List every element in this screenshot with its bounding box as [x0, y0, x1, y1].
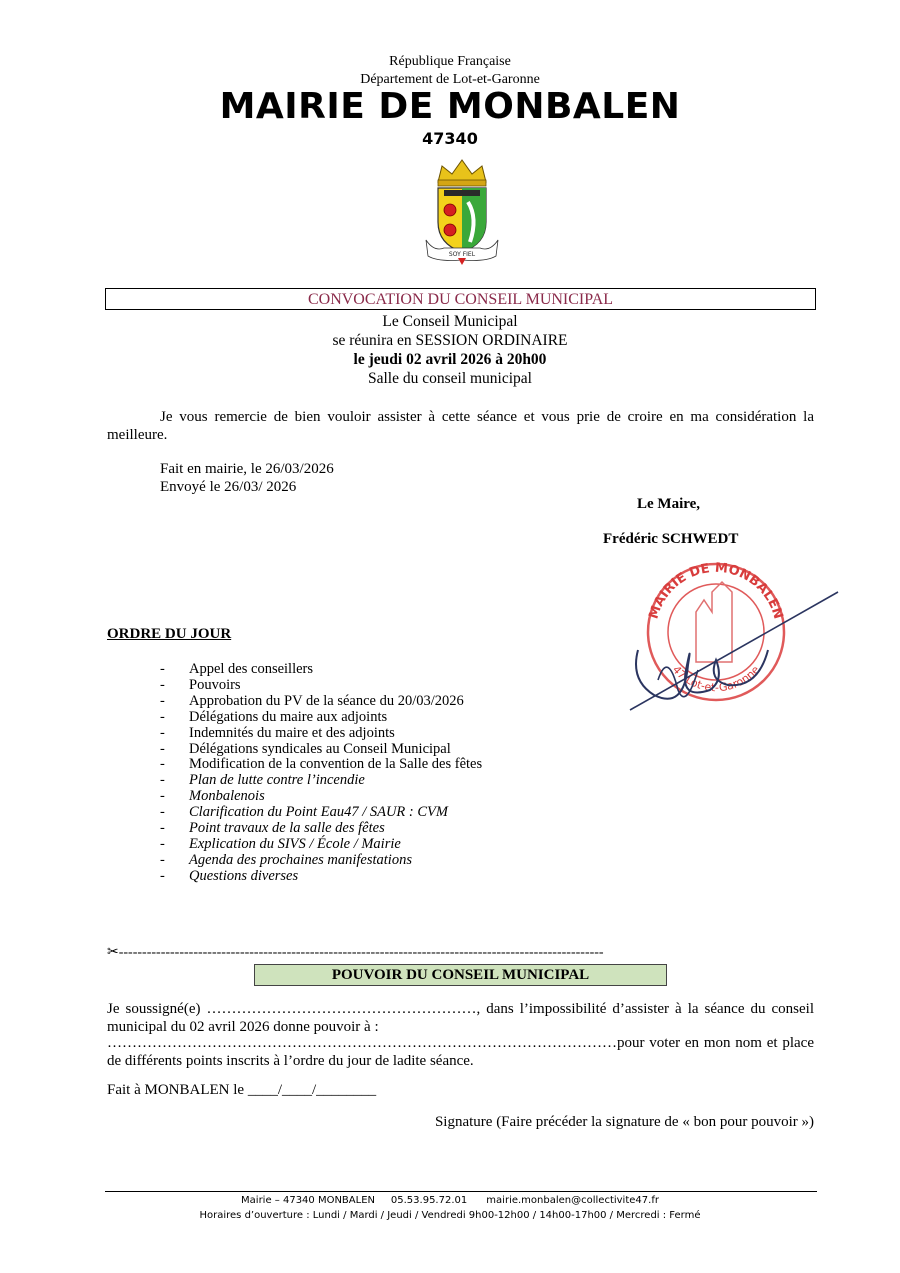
- agenda-item-label: Questions diverses: [189, 867, 299, 884]
- convocation-date: le jeudi 02 avril 2026 à 20h00: [353, 351, 547, 368]
- proxy-text-2: …………………………………………………………………………………………pour voter en mon nom et place de différents points inscrits à l’ordre du jour de ladite séance.: [107, 1035, 814, 1069]
- postcode: 47340: [422, 129, 478, 148]
- convocation-line-1: Le Conseil Municipal: [382, 313, 518, 330]
- agenda-dash: -: [160, 772, 165, 789]
- agenda-item: [160, 678, 482, 694]
- page-title: MAIRIE DE MONBALEN: [219, 86, 681, 127]
- proxy-date-line: Fait à MONBALEN le ____/____/________: [107, 1082, 377, 1098]
- footer-divider: [105, 1191, 817, 1192]
- agenda-item: [160, 710, 482, 726]
- agenda-item-label: Explication du SIVS / École / Mairie: [189, 835, 401, 852]
- agenda-item-label: Pouvoirs: [189, 676, 241, 693]
- coat-of-arms-image: [424, 152, 500, 266]
- convocation-line-2: se réunira en SESSION ORDINAIRE: [332, 332, 568, 349]
- stamp-top-text: MAIRIE DE MONBALEN: [646, 560, 786, 621]
- proxy-text-1: Je soussigné(e) ………………………………………………, dans l’impossibilité d’assister à la séance du conseil municipal du 02 avril 2026 donne pouvoir à :: [107, 1001, 814, 1035]
- agenda-dash: -: [160, 851, 165, 868]
- crest-motto: SOY FIEL: [448, 251, 476, 258]
- mayor-name: Frédéric SCHWEDT: [603, 531, 739, 547]
- proxy-signature-label: Signature (Faire précéder la signature de « bon pour pouvoir »): [434, 1114, 814, 1130]
- convocation-location: Salle du conseil municipal: [367, 370, 532, 387]
- agenda-item: [160, 837, 482, 853]
- agenda-dash: -: [160, 692, 165, 709]
- agenda-dash: -: [160, 661, 165, 677]
- footer-hours: Horaires d’ouverture : Lundi / Mardi / Jeudi / Vendredi 9h00-12h00 / 14h00-17h00 / Mercredi : Fermé: [199, 1210, 701, 1221]
- agenda-item: [160, 757, 482, 773]
- agenda-item-label: Agenda des prochaines manifestations: [189, 851, 412, 868]
- proxy-title: POUVOIR DU CONSEIL MUNICIPAL: [254, 964, 667, 986]
- fait-en-mairie: Fait en mairie, le 26/03/2026: [160, 461, 334, 477]
- agenda-item: [160, 821, 482, 837]
- agenda-item-label: Délégations du maire aux adjoints: [189, 708, 388, 725]
- agenda-item: [160, 694, 482, 710]
- agenda-dash: -: [160, 724, 165, 741]
- agenda-item-label: Indemnités du maire et des adjoints: [189, 724, 395, 741]
- agenda-item-label: Point travaux de la salle des fêtes: [189, 820, 385, 837]
- agenda-item-label: Modification de la convention de la Salle des fêtes: [189, 756, 483, 773]
- department-label: Département de Lot-et-Garonne: [360, 72, 540, 87]
- agenda-item-label: Plan de lutte contre l’incendie: [189, 772, 365, 789]
- mayor-role: Le Maire,: [637, 496, 701, 512]
- convocation-heading: CONVOCATION DU CONSEIL MUNICIPAL: [105, 288, 816, 310]
- cut-line: ✂--------------------------------------------------------------------------------------------------------: [107, 945, 604, 960]
- agenda-dash: -: [160, 835, 165, 852]
- body-paragraph: Je vous remercie de bien vouloir assister à cette séance et vous prie de croire en ma considération la meilleure.: [107, 409, 814, 443]
- agenda-dash: -: [160, 708, 165, 725]
- agenda-item-label: Clarification du Point Eau47 / SAUR : CVM: [189, 804, 448, 821]
- svg-text:MAIRIE DE MONBALEN: [646, 561, 785, 621]
- agenda-item-label: Monbalenois: [189, 788, 265, 805]
- agenda-item: [160, 726, 482, 742]
- agenda-list: [160, 662, 482, 885]
- agenda-item-label: Délégations syndicales au Conseil Municipal: [189, 740, 451, 757]
- agenda-dash: -: [160, 820, 165, 837]
- agenda-title: ORDRE DU JOUR: [107, 626, 232, 642]
- agenda-dash: -: [160, 740, 165, 757]
- stamp-bottom-text: 47 Lot-et-Garonne: [669, 663, 763, 695]
- agenda-dash: -: [160, 804, 165, 821]
- envoye-le: Envoyé le 26/03/ 2026: [160, 479, 297, 495]
- agenda-item-label: Appel des conseillers: [189, 661, 314, 677]
- agenda-item: [160, 742, 482, 758]
- agenda-item: [160, 773, 482, 789]
- official-stamp-signature: [628, 550, 843, 720]
- agenda-item: [160, 853, 482, 869]
- agenda-item: [160, 805, 482, 821]
- agenda-dash: -: [160, 788, 165, 805]
- agenda-dash: -: [160, 867, 165, 884]
- agenda-item: [160, 662, 482, 678]
- agenda-dash: -: [160, 756, 165, 773]
- republic-label: République Française: [389, 54, 511, 69]
- footer-contact: Mairie – 47340 MONBALEN 05.53.95.72.01 mairie.monbalen@collectivite47.fr: [241, 1195, 659, 1206]
- agenda-item: [160, 789, 482, 805]
- agenda-dash: -: [160, 676, 165, 693]
- agenda-item-label: Approbation du PV de la séance du 20/03/2026: [189, 692, 464, 709]
- agenda-item: [160, 869, 482, 885]
